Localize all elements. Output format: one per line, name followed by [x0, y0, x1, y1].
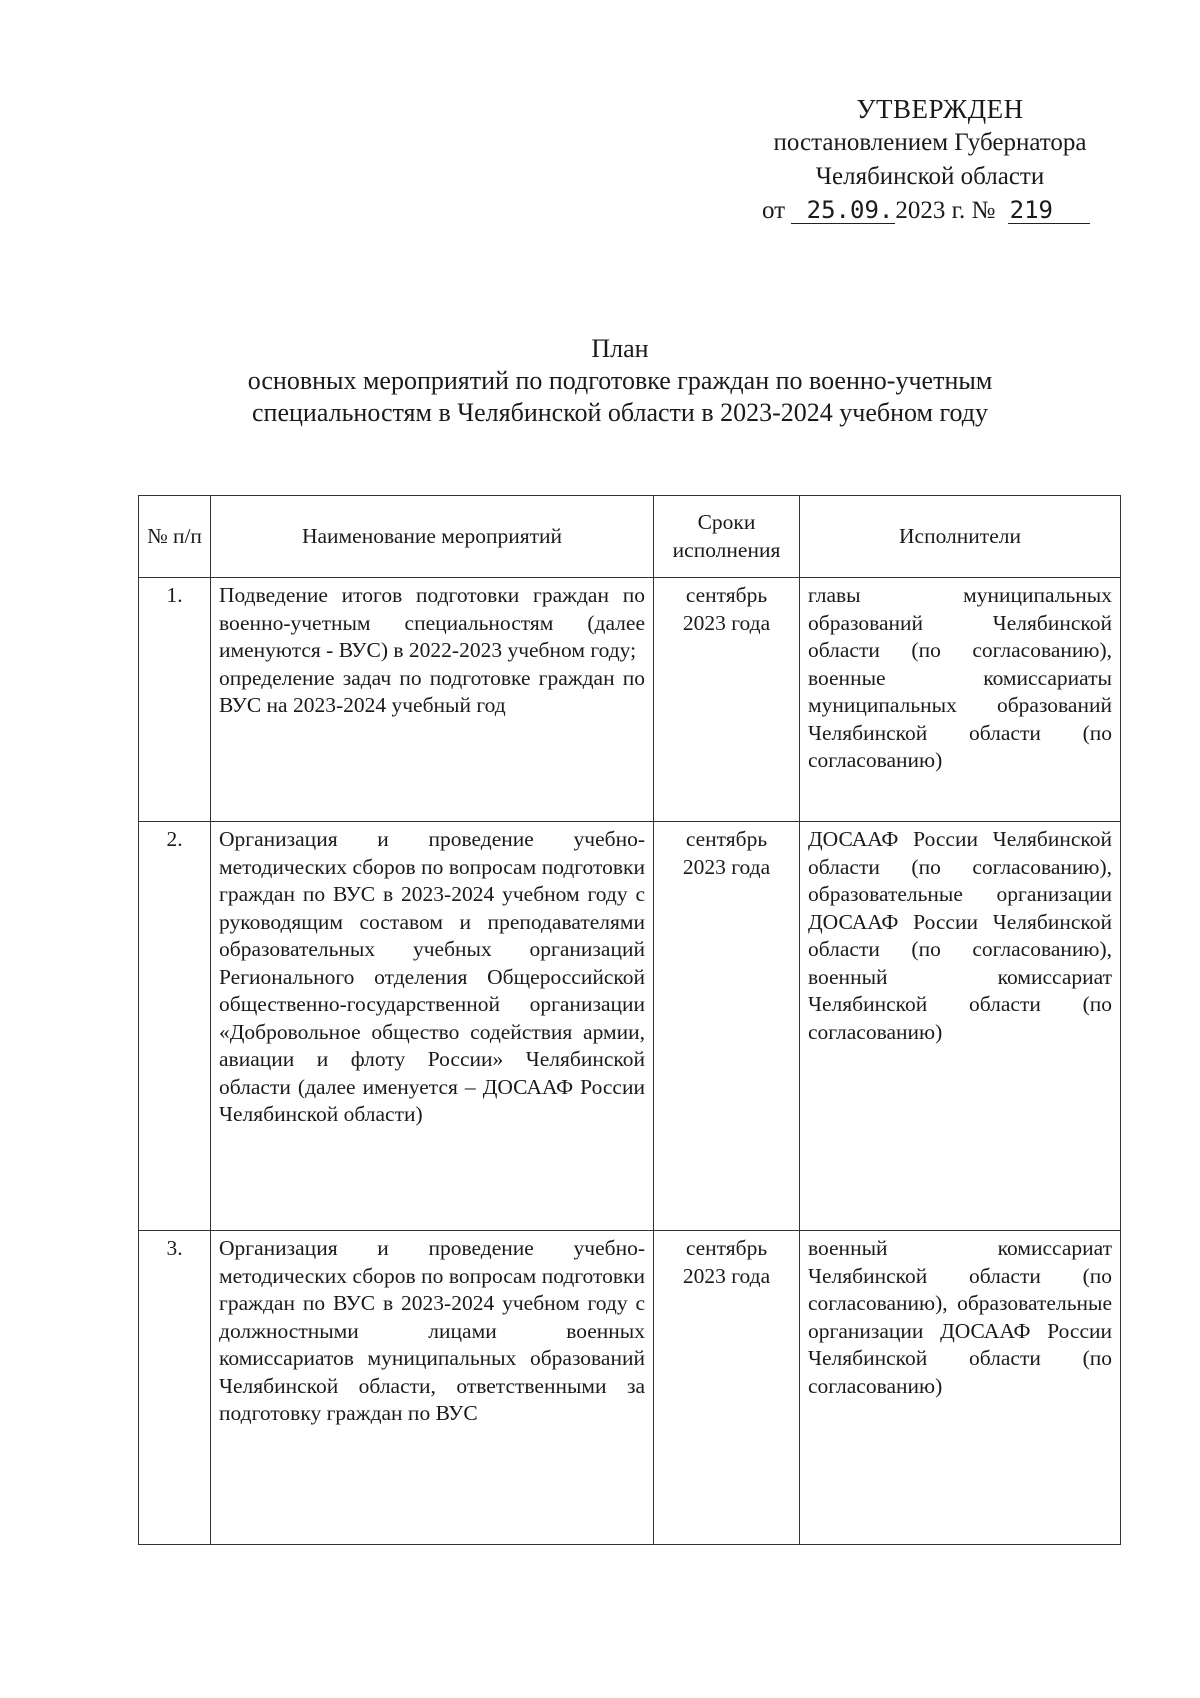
row-event: Организация и проведение учебно-методических сборов по вопросам подготовки граждан по ВУС в 2023-2024 учебном году с руководящим составом и преподавателями образовательных учебных организаций Регионального отделения Общероссийской общественно-государственной организации «Добровольное общество содействия армии, авиации и флоту России» Челябинской области (далее именуется – ДОСААФ России Челябинской области): [211, 822, 654, 1231]
approval-date-line: [762, 194, 1140, 228]
table-row: [139, 578, 1121, 822]
row-event: Подведение итогов подготовки граждан по военно-учетным специальностям (далее именуются - ВУС) в 2022-2023 учебном году; определение задач по подготовке граждан по ВУС на 2023-2024 учебный год: [211, 578, 654, 822]
approval-title: УТВЕРЖДЕН: [856, 94, 1024, 124]
approval-prefix: от: [762, 197, 786, 224]
row-num: 3.: [139, 1231, 211, 1545]
approval-line-region: Челябинской области: [815, 163, 1045, 190]
table-row: [139, 1231, 1121, 1545]
plan-title-line3: специальностям в Челябинской области в 2023-2024 учебном году: [252, 398, 988, 427]
row-exec: ДОСААФ России Челябинской области (по согласованию), образовательные организации ДОСААФ России Челябинской области (по согласованию), военный комиссариат Челябинской области (по согласованию): [800, 822, 1121, 1231]
row-term: сентябрь 2023 года: [654, 822, 800, 1231]
row-exec: главы муниципальных образований Челябинской области (по согласованию), военные комиссариаты муниципальных образований Челябинской области (по согласованию): [800, 578, 1121, 822]
row-term: сентябрь 2023 года: [654, 578, 800, 822]
row-exec: военный комиссариат Челябинской области (по согласованию), образовательные организации ДОСААФ России Челябинской области (по согласованию): [800, 1231, 1121, 1545]
header-exec: Исполнители: [800, 496, 1121, 578]
table-row: [139, 822, 1121, 1231]
approval-line-decree: постановлением Губернатора: [773, 129, 1087, 156]
header-num: № п/п: [139, 496, 211, 578]
plan-table: [138, 495, 1121, 1545]
approval-stamp: [720, 92, 1140, 228]
header-term: Сроки исполнения: [654, 496, 800, 578]
row-term: сентябрь 2023 года: [654, 1231, 800, 1545]
approval-year-suffix: 2023 г. №: [895, 197, 996, 224]
table-header-row: [139, 496, 1121, 578]
plan-title-line2: основных мероприятий по подготовке граждан по военно-учетным: [247, 366, 993, 395]
row-event: Организация и проведение учебно-методических сборов по вопросам подготовки граждан по ВУС в 2023-2024 учебном году с должностными лицами военных комиссариатов муниципальных образований Челябинской области, ответственными за подготовку граждан по ВУС: [211, 1231, 654, 1545]
plan-title-line1: План: [591, 334, 649, 363]
approval-number: 219: [1008, 197, 1090, 224]
header-name: Наименование мероприятий: [211, 496, 654, 578]
approval-date: 25.09.: [791, 197, 895, 224]
row-num: 1.: [139, 578, 211, 822]
row-num: 2.: [139, 822, 211, 1231]
plan-title: [130, 333, 1110, 429]
